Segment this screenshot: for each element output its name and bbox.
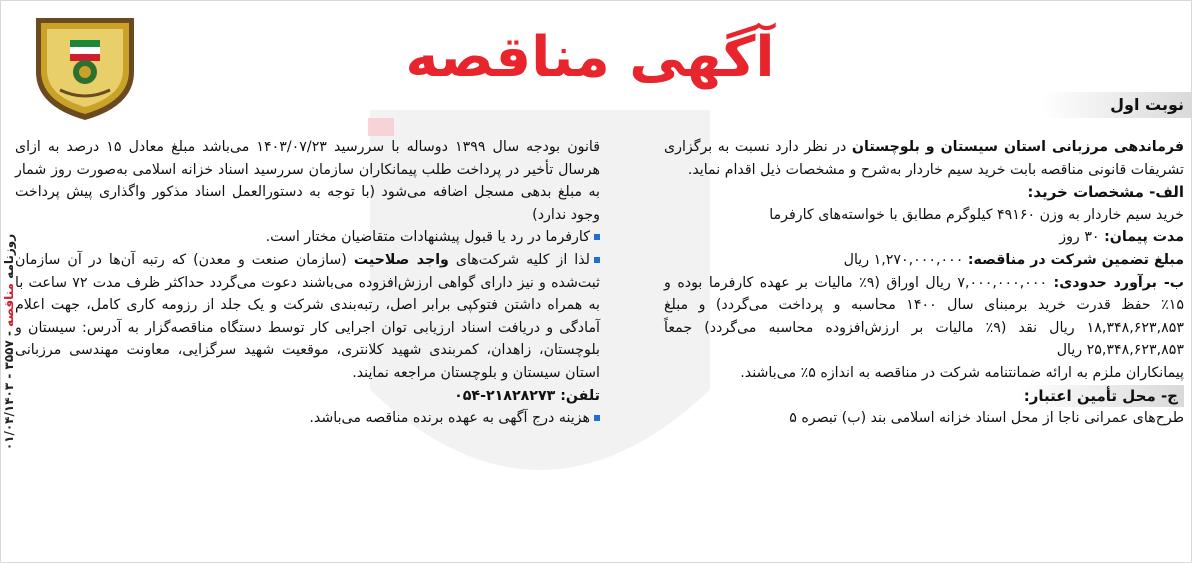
duration-row — [664, 226, 1184, 249]
budget-paragraph: قانون بودجه سال ۱۳۹۹ دوساله با سررسید ۱۴۰۳/۰۷/۲۳ می‌باشد مبلغ معادل ۱۵ درصد به ازای هرسال تأخیر در پرداخت طلب پیمانکاران سازمان سررسید اسناد خزانه اسلامی به‌صورت روز شمار به مبلغ بدهی مسجل اضافه می‌شود (با توجه به دستورالعمل اسناد مذکور واگذاری پیش پرداخت وجود ندارد) — [15, 139, 601, 223]
round-badge: نوبت اول — [1042, 92, 1192, 118]
duration-label: مدت پیمان: — [1104, 229, 1184, 246]
invitation-pre: لذا از کلیه شرکت‌های — [448, 251, 591, 268]
bullet-square-icon — [594, 415, 600, 421]
section-c-title-row — [664, 385, 1184, 408]
section-a-title: الف- مشخصات خرید: — [1027, 183, 1184, 202]
guarantee-value: ۱,۲۷۰,۰۰۰,۰۰۰ ریال — [843, 251, 968, 268]
newspaper-name: مناقصه — [2, 282, 16, 327]
section-b-note: پیمانکاران ملزم به ارائه ضمانتنامه شرکت در مناقصه به اندازه ۵٪ می‌باشند. — [740, 364, 1184, 381]
section-b — [664, 272, 1184, 362]
page-title: آگهی مناقصه — [405, 25, 775, 90]
section-a-body: خرید سیم خاردار به وزن ۴۹۱۶۰ کیلوگرم مطابق با خواسته‌های کارفرما — [769, 206, 1184, 223]
section-b-body: ۷,۰۰۰,۰۰۰,۰۰۰ ریال اوراق (۹٪ مالیات بر عهده کارفرما بوده و ۱۵٪ حفظ قدرت خرید برمبنای سال ۱۴۰۰ محاسبه و پرداخت می‌گردد) و مبلغ ۱۸,۳۴۸,۶۲۳,۸۵۳ ریال نقد (۹٪ مالیات بر ارزش‌افزوده محاسبه می‌گردد) جمعاً ۲۵,۳۴۸,۶۲۳,۸۵۳ ریال — [664, 274, 1184, 359]
issuer-name: فرماندهی مرزبانی استان سیستان و بلوچستان — [851, 139, 1184, 155]
bullet-square-icon — [594, 234, 600, 240]
newspaper-label: روزنامه — [2, 233, 16, 279]
bullet-employer — [15, 226, 600, 249]
invitation-bold: واجد صلاحیت — [353, 251, 449, 268]
phone-row — [15, 385, 600, 408]
section-c-title: ج- محل تأمین اعتبار: — [1018, 385, 1184, 408]
bullet-invitation — [15, 249, 600, 385]
bullet-employer-text: کارفرما در رد یا قبول پیشنهادات متقاضیان مختار است. — [265, 229, 590, 246]
phone-label: تلفن: — [560, 387, 600, 404]
bullet-square-icon — [594, 257, 600, 263]
guarantee-row — [664, 249, 1184, 272]
duration-value: ۳۰ روز — [1059, 229, 1105, 246]
border-guard-logo — [30, 10, 140, 122]
phone-value: ۲۱۸۲۸۲۷۳-۰۵۴ — [454, 387, 561, 404]
section-c-body: طرح‌های عمرانی ناجا از محل اسناد خزانه اسلامی بند (ب) تبصره ۵ — [789, 410, 1184, 427]
side-caption-text — [2, 233, 16, 449]
guarantee-label: مبلغ تضمین شرکت در مناقصه: — [967, 251, 1184, 268]
bullet-cost — [15, 407, 600, 430]
invitation-text: (سازمان صنعت و معدن) که رتبه آن‌ها در آن سازمان ثبت‌شده و نیز دارای گواهی ارزش‌افزوده می‌باشند دعوت می‌گردد حداکثر ظرف مدت ۷۲ ساعت با به همراه داشتن فتوکپی برابر اصل، رتبه‌بندی شرکت و یک جلد از رزومه کاری کامل، جهت اعلام آمادگی و دریافت اسناد ارزیابی توان اجرایی کار توسط دستگاه مناقصه‌گزار به آدرس: سیستان و بلوچستان، زاهدان، کمربندی شهید کلانتری، موقعیت شهید سرگزایی، معاونت مهندسی مرزبانی استان سیستان و بلوچستان مراجعه نمایند. — [15, 251, 600, 381]
issue-date: - ۳۵۵۷ - ۰۱/۰۴/۱۴۰۳ — [2, 330, 16, 450]
decorative-square — [368, 118, 394, 136]
intro-text: در نظر دارد نسبت به برگزاری تشریفات قانونی مناقصه بابت خرید سیم خاردار به‌شرح و مشخصات ذیل اقدام نماید. — [664, 139, 1184, 178]
intro-paragraph — [664, 136, 1184, 181]
section-b-label: ب- برآورد حدودی: — [1053, 274, 1184, 291]
left-column — [15, 136, 600, 430]
bullet-cost-text: هزینه درج آگهی به عهده برنده مناقصه می‌باشد. — [309, 410, 590, 427]
right-column — [664, 136, 1184, 430]
